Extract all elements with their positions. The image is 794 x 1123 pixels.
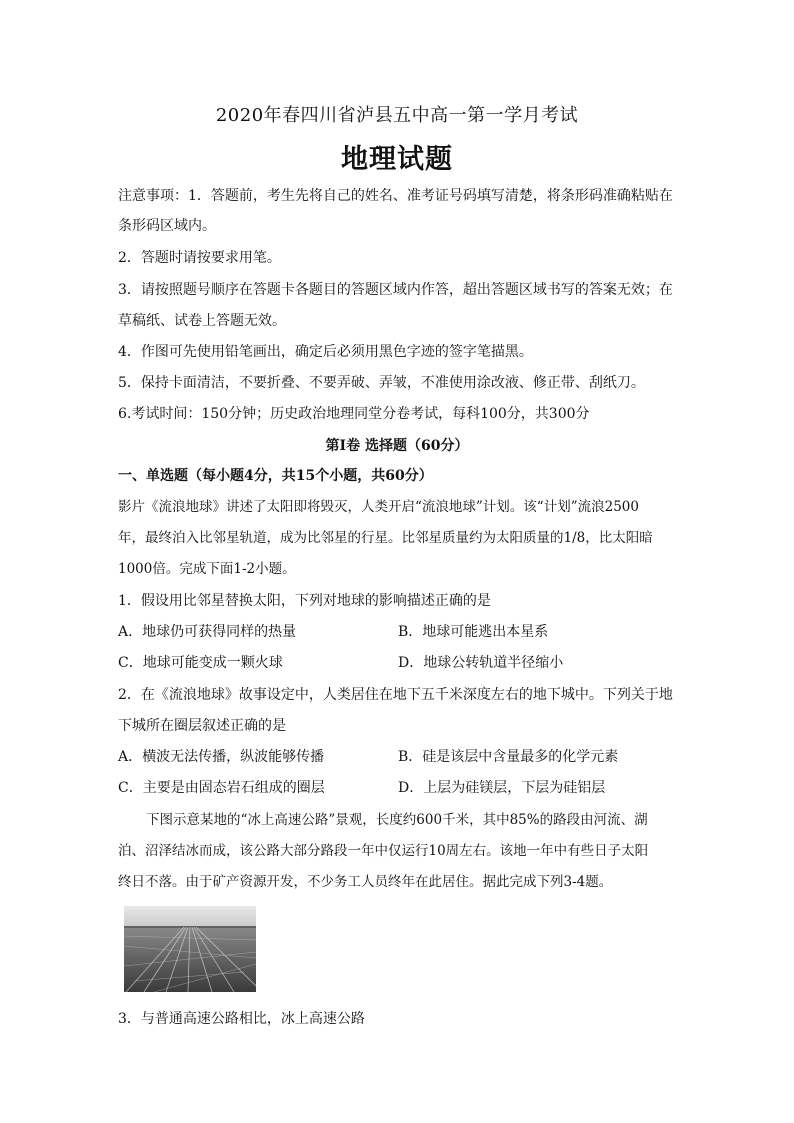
- part-heading: 一、单选题（每小题4分，共15个小题，共60分）: [118, 468, 433, 484]
- passage2-line-3: 终日不落。由于矿产资源开发，不少务工人员终年在此居住。据此完成下列3-4题。: [118, 874, 613, 890]
- exam-title: 2020年春四川省泸县五中高一第一学月考试: [215, 105, 579, 126]
- note-line-7: 5．保持卡面清洁，不要折叠、不要弄破、弄皱，不准使用涂改液、修正带、刮纸刀。: [118, 375, 645, 391]
- q1-option-d: D．地球公转轨道半径缩小: [398, 655, 564, 671]
- q2-option-d: D．上层为硅镁层，下层为硅铝层: [398, 780, 606, 796]
- q1-option-a: A．地球仍可获得同样的热量: [118, 624, 297, 640]
- q1-stem: 1．假设用比邻星替换太阳，下列对地球的影响描述正确的是: [118, 593, 491, 609]
- passage2-line-2: 泊、沼泽结冰而成，该公路大部分路段一年中仅运行10周左右。该地一年中有些日子太阳: [118, 843, 649, 859]
- note-line-2: 条形码区域内。: [118, 218, 216, 234]
- q2-option-b: B．硅是该层中含量最多的化学元素: [398, 749, 619, 765]
- note-line-8: 6.考试时间：150分钟；历史政治地理同堂分卷考试，每科100分，共300分: [118, 406, 590, 422]
- note-line-6: 4．作图可先使用铅笔画出，确定后必须用黑色字迹的签字笔描黑。: [118, 344, 533, 360]
- passage1-line-1: 影片《流浪地球》讲述了太阳即将毁灭，人类开启“流浪地球”计划。该“计划”流浪2500: [118, 499, 639, 515]
- q1-option-c: C．地球可能变成一颗火球: [118, 655, 283, 671]
- note-line-5: 草稿纸、试卷上答题无效。: [118, 313, 286, 329]
- ice-highway-image-icon: [124, 906, 256, 992]
- ice-highway-photo: [124, 906, 256, 992]
- passage2-line-1: 下图示意某地的“冰上高速公路”景观，长度约600千米，其中85%的路段由河流、湖: [146, 812, 648, 828]
- passage1-line-3: 1000倍。完成下面1-2小题。: [118, 561, 296, 577]
- q2-stem-line-2: 下城所在圈层叙述正确的是: [118, 718, 286, 734]
- q2-stem-line-1: 2．在《流浪地球》故事设定中，人类居住在地下五千米深度左右的地下城中。下列关于地: [118, 687, 673, 703]
- note-line-3: 2．答题时请按要求用笔。: [118, 250, 281, 266]
- q3-stem: 3．与普通高速公路相比，冰上高速公路: [118, 1011, 365, 1027]
- passage1-line-2: 年，最终泊入比邻星轨道，成为比邻星的行星。比邻星质量约为太阳质量的1/8，比太阳暗: [118, 530, 653, 546]
- volume-heading: 第Ⅰ卷 选择题（60分）: [325, 438, 469, 454]
- q1-option-b: B．地球可能逃出本星系: [398, 624, 549, 640]
- q2-option-c: C．主要是由固态岩石组成的圈层: [118, 780, 325, 796]
- note-line-4: 3．请按照题号顺序在答题卡各题目的答题区域内作答，超出答题区域书写的答案无效；在: [118, 282, 673, 298]
- q2-option-a: A．横波无法传播，纵波能够传播: [118, 749, 325, 765]
- subject-title: 地理试题: [341, 144, 453, 175]
- note-line-1: 注意事项：1．答题前，考生先将自己的姓名、准考证号码填写清楚，将条形码准确粘贴在: [118, 188, 673, 204]
